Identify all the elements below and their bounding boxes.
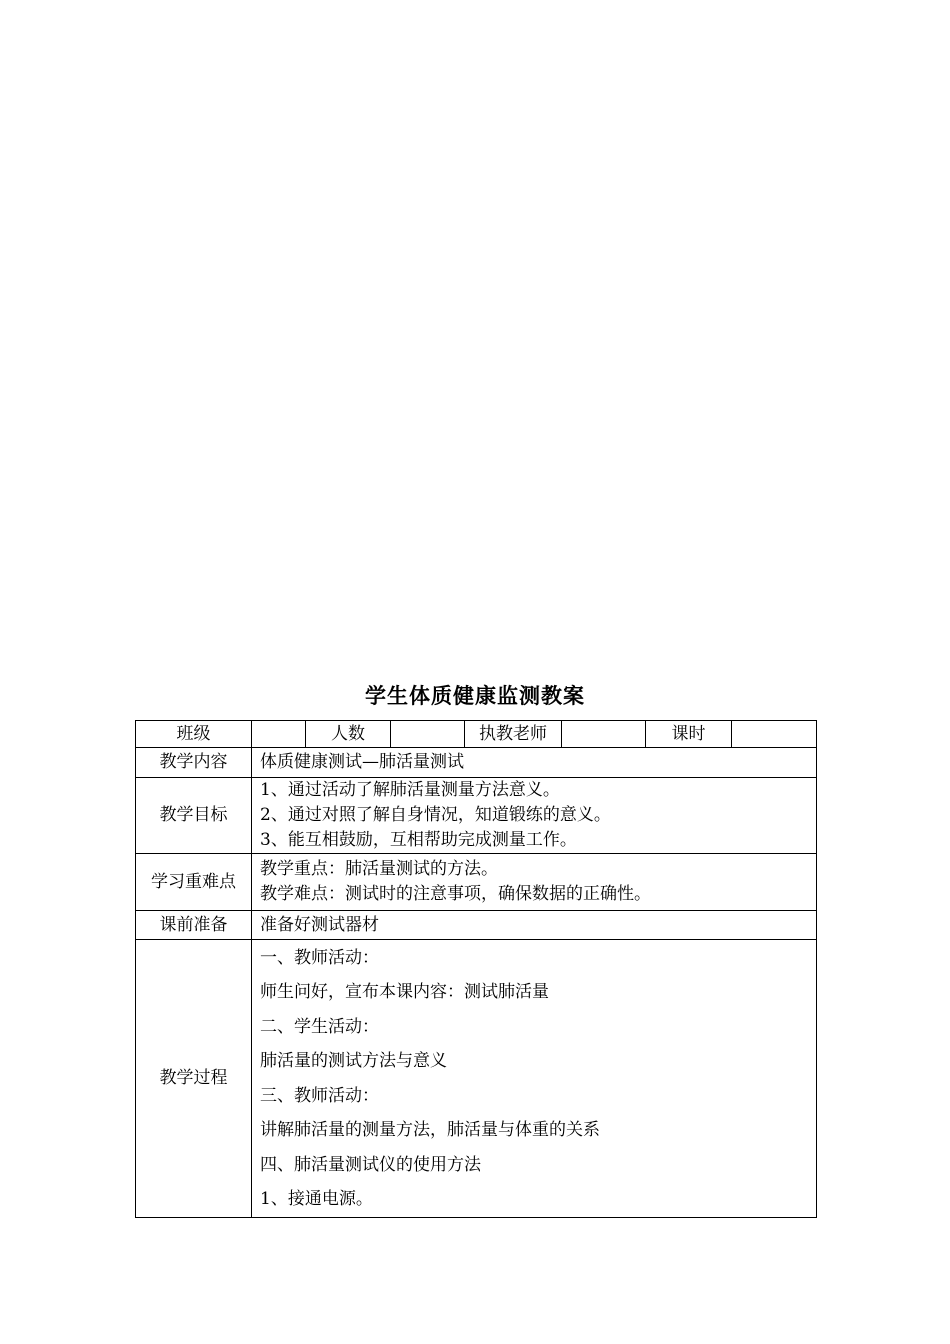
goal-line: 3、能互相鼓励，互相帮助完成测量工作。	[260, 830, 577, 850]
goal-line: 1、通过活动了解肺活量测量方法意义。	[260, 780, 560, 800]
class-label: 班级	[136, 721, 252, 748]
process-label: 教学过程	[136, 940, 252, 1218]
document-title: 学生体质健康监测教案	[365, 683, 585, 708]
lesson-plan-table	[135, 720, 817, 1218]
period-value	[732, 721, 817, 748]
process-line: 二、学生活动：	[260, 1016, 379, 1037]
teacher-value	[562, 721, 646, 748]
key-points-row	[136, 854, 817, 911]
preparation-value: 准备好测试器材	[252, 911, 817, 940]
process-line: 肺活量的测试方法与意义	[260, 1051, 447, 1071]
key-points-value	[252, 854, 817, 911]
content-row	[136, 748, 817, 778]
class-value	[252, 721, 306, 748]
process-line: 三、教师活动：	[260, 1085, 379, 1106]
content-label: 教学内容	[136, 748, 252, 778]
goal-line: 2、通过对照了解自身情况，知道锻练的意义。	[260, 805, 611, 825]
preparation-row	[136, 911, 817, 940]
goals-row	[136, 778, 817, 854]
process-row	[136, 940, 817, 1218]
process-line: 师生问好，宣布本课内容：测试肺活量	[260, 982, 549, 1002]
period-label: 课时	[646, 721, 732, 748]
process-line: 四、肺活量测试仪的使用方法	[260, 1154, 481, 1175]
preparation-label: 课前准备	[136, 911, 252, 940]
key-points-label: 学习重难点	[136, 854, 252, 911]
process-line: 1、接通电源。	[260, 1189, 373, 1209]
goals-value	[252, 778, 817, 854]
process-value	[252, 940, 817, 1218]
key-point-line: 教学难点：测试时的注意事项，确保数据的正确性。	[260, 884, 651, 904]
header-row	[136, 721, 817, 748]
content-value: 体质健康测试—肺活量测试	[252, 748, 817, 778]
count-value	[391, 721, 465, 748]
process-line: 一、教师活动：	[260, 947, 379, 968]
process-line: 讲解肺活量的测量方法，肺活量与体重的关系	[260, 1120, 600, 1140]
count-label: 人数	[306, 721, 391, 748]
key-point-line: 教学重点：肺活量测试的方法。	[260, 859, 498, 879]
goals-label: 教学目标	[136, 778, 252, 854]
teacher-label: 执教老师	[465, 721, 562, 748]
